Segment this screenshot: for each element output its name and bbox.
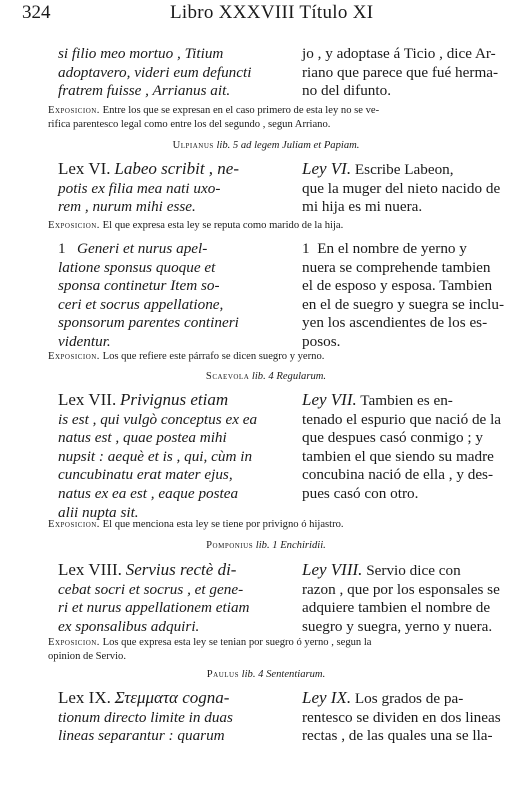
text-line: En el nombre de yerno y [317,240,467,257]
text-line: mi hija es mi nuera. [302,198,423,216]
text-line: rem , nurum mihi esse. [58,198,196,216]
exposicion-text: Los que expresa esta ley se tenian por suegro ó yerno , segun la [102,637,372,648]
exposicion-text: opinion de Servio. [48,651,126,662]
law-number: Lex VI. [58,159,111,178]
exposicion-label: Exposicion. [48,105,100,116]
source-citation-3 [0,540,532,551]
law-number: Ley VII. [302,390,357,409]
text-line: videntur. [58,332,111,350]
exposicion-3 [48,350,492,364]
latin-text-block-6 [58,688,266,746]
source-reference: lib. 1 Enchiridii. [255,540,326,551]
text-line: rentesco se dividen en dos lineas [302,708,501,726]
text-line: Generi et nurus apel- [76,240,208,257]
text-line: Servio dice con [366,562,461,579]
exposicion-text: Entre los que se expresan en el caso primero de esta ley no se ve- [102,105,380,116]
text-line: si filio meo mortuo , Titium [58,45,224,62]
exposicion-label: Exposicion. [48,220,100,231]
text-line: natus est , quae postea mihi [58,429,227,447]
text-line: suegro y suegra, yerno y nuera. [302,617,493,635]
law-number: Ley IX. [302,688,352,707]
law-number: Lex IX. [58,688,111,707]
text-line: en el de suegro y suegra se inclu- [302,295,505,313]
text-line: tionum directo limite in duas [58,708,233,726]
text-line: Los grados de pa- [354,690,464,707]
text-line: latione sponsus quoque et [58,258,216,276]
text-line: fratrem fuisse , Arrianus ait. [58,82,231,100]
text-line: is est , qui vulgò conceptus ex ea [58,410,258,428]
text-line: pues casó con otro. [302,484,419,502]
text-line: rectas , de las quales una se lla- [302,727,493,745]
exposicion-label: Exposicion. [48,351,100,362]
text-line: adoptavero, videri eum defuncti [58,63,252,81]
exposicion-text: El que menciona esta ley se tiene por privigno ó hijastro. [102,519,344,530]
latin-text-block-3 [58,240,266,352]
running-title: Libro XXXVIII Título XI [170,2,374,23]
text-line: adquiere tambien el nombre de [302,599,491,617]
spanish-text-block-3 [302,240,505,352]
exposicion-4 [48,518,492,532]
source-citation-1 [0,140,532,151]
text-line: potis ex filia mea nati uxo- [58,179,221,197]
text-line: cuncubinatu erat mater ejus, [58,466,233,484]
exposicion-2 [48,219,492,233]
text-line: alii nupta sit. [58,503,139,521]
latin-text-block-5 [58,560,266,636]
source-author: Paulus [206,669,239,680]
law-number: Ley VI. [302,159,352,178]
source-reference: lib. 4 Sententiarum. [241,669,326,680]
exposicion-text: rifica parentesco legal como entre los del segundo , segun Arriano. [48,119,331,130]
text-line: Labeo scribit , ne- [114,159,240,178]
text-line: yen los ascendientes de los es- [302,314,488,332]
text-line: razon , que por los esponsales se [302,580,500,598]
text-line: Servius rectè di- [125,560,237,579]
exposicion-text: El que expresa esta ley se reputa como marido de la hija. [102,220,344,231]
spanish-text-block-2 [302,159,501,217]
text-line: jo , y adoptase á Ticio , dice Ar- [302,45,496,62]
text-line: tambien el que siendo su madre [302,447,494,465]
source-author: Scaevola [205,371,250,382]
paragraph-number: 1 [58,240,66,257]
text-line: nuera se comprehende tambien [302,258,491,276]
text-line: concubina nació de ella , y des- [302,466,494,484]
exposicion-label: Exposicion. [48,519,100,530]
exposicion-label: Exposicion. [48,637,100,648]
text-line: Tambien es en- [360,392,453,409]
text-line: ri et nurus appellationem etiam [58,599,250,617]
latin-text-block-4 [58,390,266,522]
text-line: Privignus etiam [120,390,229,409]
source-reference: lib. 4 Regularum. [251,371,327,382]
text-line: Στεμματα cogna- [114,688,230,707]
spanish-text-block-4 [302,390,502,504]
spanish-text-block-5 [302,560,500,636]
text-line: posos. [302,332,341,350]
source-author: Pomponius [206,540,254,551]
text-line: que despues casó conmigo ; y [302,429,483,447]
exposicion-text: Los que refiere este párrafo se dicen suegro y yerno. [102,351,325,362]
text-line: ex sponsalibus adquiri. [58,617,200,635]
source-citation-2 [0,371,532,382]
text-line: nupsit : aequè et is , qui, cùm in [58,447,253,465]
law-number: Lex VII. [58,390,117,409]
exposicion-1 [48,104,492,132]
page-number: 324 [22,2,51,23]
text-line: lineas separantur : quarum [58,727,225,745]
text-line: riano que parece que fué herma- [302,63,499,81]
text-line: tenado el espurio que nació de la [302,410,502,428]
law-number: Ley VIII. [302,560,363,579]
text-line: sponsa continetur Item so- [58,277,220,295]
law-number: Lex VIII. [58,560,122,579]
source-author: Ulpianus [172,140,214,151]
text-line: natus ex ea est , eaque postea [58,484,239,502]
exposicion-5 [48,636,492,664]
text-line: no del difunto. [302,82,392,100]
text-line: que la muger del nieto nacido de [302,179,501,197]
spanish-text-block-6 [302,688,501,746]
running-header [22,2,506,24]
spanish-text-block-1 [302,45,499,101]
paragraph-number: 1 [302,240,310,257]
latin-text-block-2 [58,159,266,217]
source-reference: lib. 5 ad legem Juliam et Papiam. [216,140,360,151]
latin-text-block-1 [58,45,266,101]
source-citation-4 [0,669,532,680]
text-line: cebat socri et socrus , et gene- [58,580,244,598]
text-line: ceri et socrus appellatione, [58,295,224,313]
text-line: el de esposo y esposa. Tambien [302,277,493,295]
text-line: Escribe Labeon, [354,161,454,178]
text-line: sponsorum parentes contineri [58,314,239,332]
